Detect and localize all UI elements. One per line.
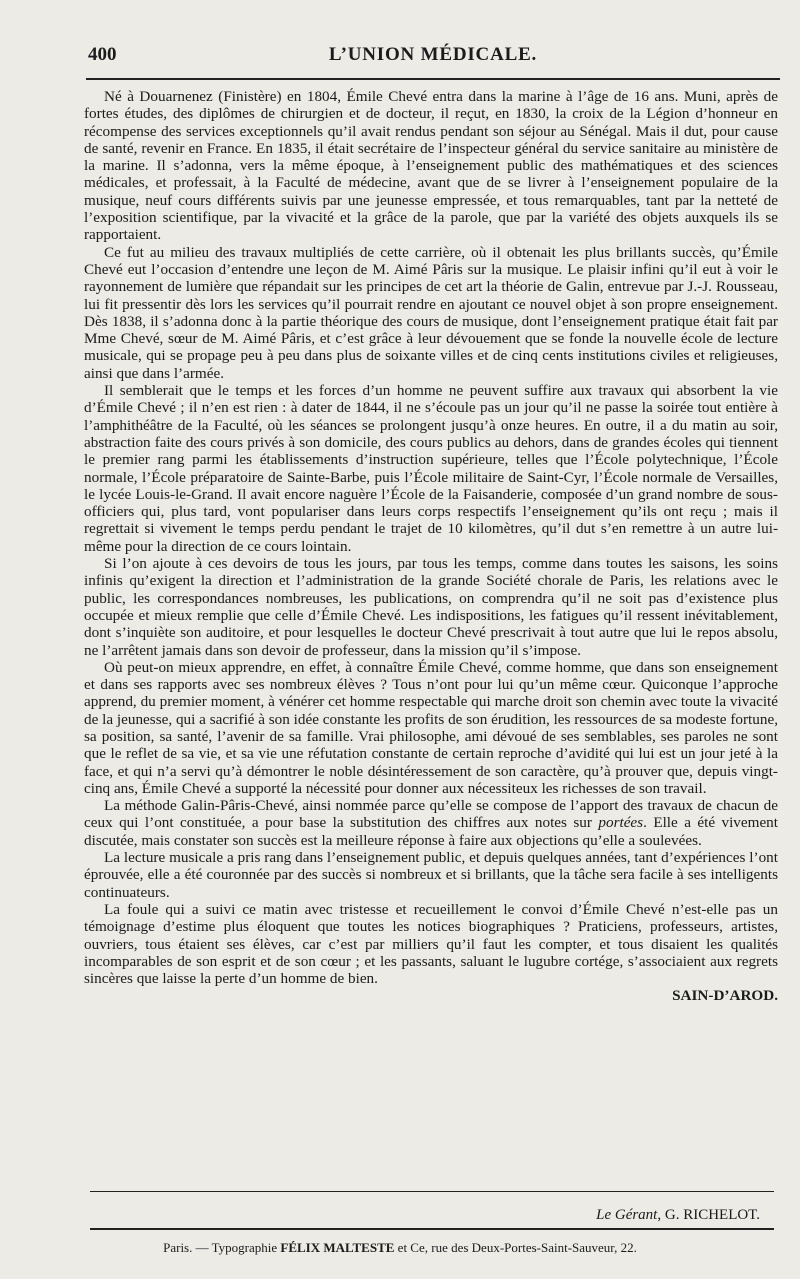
footer-rule-top — [90, 1191, 774, 1192]
manager-line: Le Gérant, G. RICHELOT. — [596, 1207, 760, 1223]
method-text-before: La méthode Galin-Pâris-Chevé, ainsi nommée parce qu’elle se compose de l’apport des travaux de chacun de ceux qui l’ont constituée, a pour base la substitution des chiffres aux notes sur — [84, 797, 778, 832]
paragraph-biography: Né à Douarnenez (Finistère) en 1804, Émile Chevé entra dans la marine à l’âge de 16 ans. Muni, après de fortes études, des diplômes de chirurgien et de docteur, il reçut, en 1830, la croix de la Légion d’honneur en récompense des services exceptionnels qu’il avait rendus pendant son séjour au Sénégal. Mais il dut, pour cause de santé, revenir en France. En 1835, il était secrétaire de l’inspecteur général du service sanitaire au ministère de la marine. Il s’adonna, vers la même époque, à l’enseignement public des mathématiques et des sciences médicales, et professait, à la Faculté de médecine, avant que de se livrer à l’enseignement populaire de la musique, neuf cours différents suivis par une jeunesse empressée, et tous remarquables, tant par la netteté de l’exposition scientifique, par la vivacité et la grâce de la parole, que par la variété des objets auxquels ils se rapportaient. — [84, 88, 778, 244]
printer-imprint — [0, 1240, 800, 1256]
page-number: 400 — [88, 44, 117, 65]
paragraph-method — [84, 797, 778, 849]
paragraph-duties: Si l’on ajoute à ces devoirs de tous les jours, par tous les temps, comme dans toutes les saisons, les soins infinis qu’exigent la direction et l’administration de la grande Société chorale de Paris, les relations avec le public, les correspondances nombreuses, les publications, on comprendra qu’il ne soit pas d’existence plus occupée et mieux remplie que celle d’Émile Chevé. Les indispositions, les fatigues qu’il ressent inévitablement, dont s’inquiète son auditoire, et pour lesquelles le docteur Chevé prescrivait à tout autre que lui le repos absolu, ne l’arrêtent jamais dans son devoir de professeur, dans la mission qu’il s’impose. — [84, 555, 778, 659]
paragraph-career: Ce fut au milieu des travaux multipliés de cette carrière, où il obtenait les plus brillants succès, qu’Émile Chevé eut l’occasion d’entendre une leçon de M. Aimé Pâris sur la musique. Le plaisir infini qu’il eut à voir le rayonnement de lumière que répandait sur les principes de cet art la théorie de Galin, entrevue par J.-J. Rousseau, lui fit pressentir dès lors les services qu’il pourrait rendre en ajoutant ce nouvel objet à son propre enseignement. Dès 1838, il s’adonna donc à la partie théorique des cours de musique, dont l’enseignement pratique était fait par Mme Chevé, sœur de M. Aimé Pâris, et c’est grâce à leur dévouement que se fonde la nouvelle école de lecture musicale, qui se propage peu à peu dans plus de soixante villes et de cinq cents institutions civiles et religieuses, ainsi que dans l’armée. — [84, 243, 778, 382]
running-title: L’UNION MÉDICALE. — [328, 44, 538, 65]
imprint-suffix: et Ce, rue des Deux-Portes-Saint-Sauveur, 22. — [394, 1240, 637, 1255]
paragraph-final: La foule qui a suivi ce matin avec tristesse et recueillement le convoi d’Émile Chevé n’est-elle pas un témoignage d’estime plus éloquent que toutes les notices biographiques ? Praticiens, professeurs, artistes, ouvriers, tous étaient ses élèves, car c’est par milliers qu’il faut les compter, et tous disaient les qualités incomparables de son esprit et de son cœur ; et les passants, saluant le lugubre cortége, s’associaient aux regrets sincères que laisse la perte d’un homme de bien. — [84, 900, 778, 988]
signature-line — [84, 987, 778, 1004]
paragraph-character: Où peut-on mieux apprendre, en effet, à connaître Émile Chevé, comme homme, que dans son enseignement et dans ses rapports avec ses nombreux élèves ? Tous n’ont pour lui qu’un même cœur. Quiconque l’approche apprend, du premier moment, à vénérer cet homme respectable qui marche droit son chemin avec toute la vivacité de la jeunesse, qui a sacrifié à son idée constante les profits de son érudition, les ressources de sa modeste fortune, sa position, sa santé, l’avenir de sa famille. Vrai philosophe, ami dévoué de ses semblables, ses paroles ne sont que le reflet de sa vie, et sa vie une réfutation constante de certain reproche d’avidité qui lui est un jour jeté à la face, et qui n’a servi qu’à démontrer le noble désintéressement de son caractère, qu’à prouver que, depuis vingt-cinq ans, Émile Chevé a supporté la nécessité pour donner aux nécessiteux les richesses de son travail. — [84, 658, 778, 797]
method-italic-word: portées — [598, 814, 644, 832]
manager-label: Le Gérant — [596, 1207, 658, 1223]
page-header — [88, 44, 778, 74]
imprint-printer-name: FÉLIX MALTESTE — [280, 1240, 395, 1255]
header-rule — [86, 78, 780, 80]
manager-name: G. RICHELOT. — [664, 1207, 760, 1223]
article-body — [84, 88, 778, 1005]
method-text-after: . Elle a été vivement discutée, mais constater son succès est la meilleure réponse à faire aux objections qu’elle a soulevées. — [84, 814, 778, 849]
imprint-prefix: Paris. — Typographie — [163, 1240, 281, 1255]
author-signature: SAIN-D’AROD. — [672, 987, 778, 1005]
paragraph-reading: La lecture musicale a pris rang dans l’enseignement public, et depuis quelques années, tant d’expériences l’ont éprouvée, elle a été couronnée par des succès si nombreux et si brillants, que la tâche sera facile à ses intelligents continuateurs. — [84, 849, 778, 901]
paragraph-teaching: Il semblerait que le temps et les forces d’un homme ne peuvent suffire aux travaux qui absorbent la vie d’Émile Chevé ; il n’en est rien : à dater de 1844, il ne s’écoule pas un jour qu’il ne passe la soirée tout entière à l’amphithéâtre de la Faculté, où les séances se prolongent jusqu’à onze heures. En outre, il a du matin au soir, abstraction faite des cours privés à son domicile, des cours publics au dehors, dans de grandes écoles qui tiennent le premier rang parmi les établissements d’instruction supérieure, telles que l’École polytechnique, l’École normale, l’École préparatoire de Sainte-Barbe, puis l’École militaire de Saint-Cyr, l’École normale de Versailles, le lycée Louis-le-Grand. Il avait encore naguère l’École de la Faisanderie, composée d’un grand nombre de sous-officiers qui, plus tard, vont populariser dans leurs corps respectifs l’enseignement qu’ils ont reçu ; mais il regrettait si vivement le temps perdu pendant le trajet de 10 kilomètres, qu’il dut s’en remettre à un autre lui-même pour la direction de ce cours lointain. — [84, 382, 778, 555]
footer-rule-bottom — [90, 1228, 774, 1230]
